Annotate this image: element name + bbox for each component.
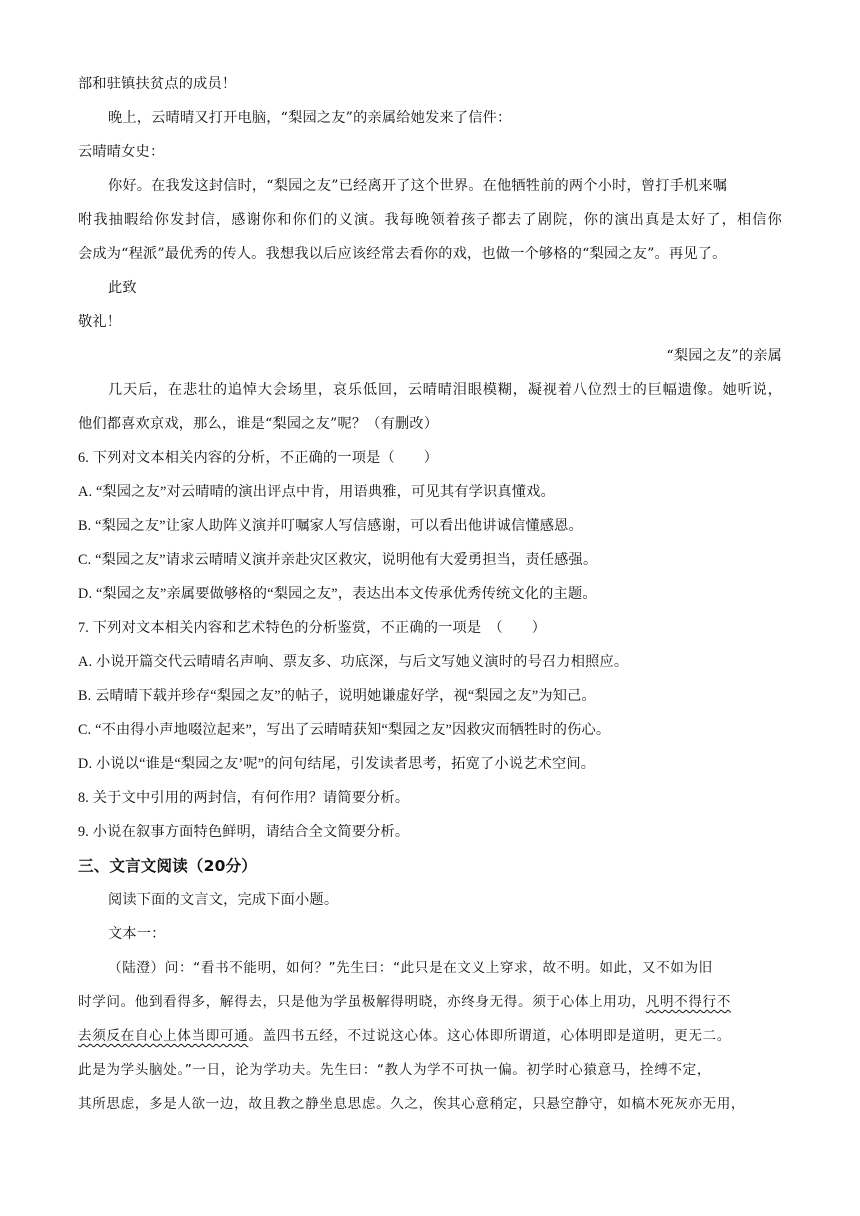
classical-text-fragment: 时学问。他到看得多，解得去，只是他为学虽极解得明晓，亦终身无得。须于心体上用功， — [78, 994, 646, 1010]
underlined-sentence: 凡明不得行不 — [645, 994, 731, 1010]
question-6-option-a: A. “梨园之友”对云晴晴的演出评点中肯，用语典雅，可见其有学识真懂戏。 — [78, 484, 555, 500]
question-7: 7. 下列对文本相关内容和艺术特色的分析鉴赏，不正确的一项是 （ ） — [78, 620, 547, 636]
story-line: 晚上，云晴晴又打开电脑，“梨园之友”的亲属给她发来了信件： — [108, 110, 512, 126]
question-7-option-d: D. 小说以“谁是“梨园之友’呢”的问句结尾，引发读者思考，拓宽了小说艺术空间。 — [78, 756, 596, 772]
question-8: 8. 关于文中引用的两封信，有何作用？请简要分析。 — [78, 790, 410, 806]
question-7-option-b: B. 云晴晴下载并珍存“梨园之友”的帖子，说明她谦虚好学，视“梨园之友”为知己。 — [78, 688, 596, 704]
letter-signature: “梨园之友”的亲属 — [666, 348, 782, 364]
story-line: 几天后，在悲壮的追悼大会场里，哀乐低回，云晴晴泪眼模糊，凝视着八位烈士的巨幅遗像。她听说， — [108, 382, 782, 398]
letter-line: 你好。在我发这封信时，“梨园之友”已经离开了这个世界。在他牺牲前的两个小时，曾打手机来嘱 — [108, 178, 728, 194]
classical-text-line: 此是为学头脑处。”一日，论为学功夫。先生曰：“教人为学不可执一偏。初学时心猿意马，拴缚不定， — [78, 1062, 712, 1078]
classical-text-fragment: 。盖四书五经，不过说这心体。这心体即所谓道，心体明即是道明，更无二。 — [248, 1028, 731, 1044]
section-instruction: 阅读下面的文言文，完成下面小题。 — [108, 892, 339, 908]
letter-line: 会成为“程派”最优秀的传人。我想我以后应该经常去看你的戏，也做一个够格的“梨园之友”。再见了。 — [78, 246, 727, 262]
classical-text-line — [78, 1026, 782, 1046]
question-9: 9. 小说在叙事方面特色鲜明，请结合全文简要分析。 — [78, 824, 410, 840]
underlined-sentence: 去须反在自心上体当即可通 — [78, 1028, 249, 1044]
question-6-option-c: C. “梨园之友”请求云晴晴义演并亲赴灾区救灾，说明他有大爱勇担当，责任感强。 — [78, 552, 598, 568]
question-7-option-a: A. 小说开篇交代云晴晴名声响、票友多、功底深，与后文写她义演时的号召力相照应。 — [78, 654, 629, 670]
story-line: 部和驻镇扶贫点的成员！ — [78, 76, 237, 92]
text-label: 文本一： — [108, 926, 166, 942]
question-6-option-b: B. “梨园之友”让家人助阵义演并叮嘱家人写信感谢，可以看出他讲诚信懂感恩。 — [78, 518, 583, 534]
classical-text-line — [78, 992, 782, 1012]
classical-text-line: 其所思虑，多是人欲一边，故且教之静坐息思虑。久之，俟其心意稍定，只悬空静守，如槁木死灰亦无用， — [78, 1096, 746, 1112]
classical-text-line: （陆澄）问：“看书不能明，如何？”先生曰：“此只是在文义上穿求，故不明。如此，又不如为旧 — [108, 960, 713, 976]
story-line: 他们都喜欢京戏，那么，谁是“梨园之友”呢？（有删改） — [78, 416, 439, 432]
letter-salutation: 云晴晴女史： — [78, 144, 165, 160]
question-6: 6. 下列对文本相关内容的分析，不正确的一项是（ ） — [78, 450, 439, 466]
section-heading: 三、文言文阅读（20分） — [78, 857, 257, 875]
question-6-option-d: D. “梨园之友”亲属要做够格的“梨园之友”，表达出本文传承优秀传统文化的主题。 — [78, 586, 597, 602]
letter-closing: 此致 — [108, 280, 137, 296]
letter-closing: 敬礼！ — [78, 314, 122, 330]
letter-line: 咐我抽暇给你发封信，感谢你和你们的义演。我每晚领着孩子都去了剧院，你的演出真是太好了，相信你 — [78, 212, 782, 228]
question-7-option-c: C. “不由得小声地啜泣起来”，写出了云晴晴获知“梨园之友”因救灾而牺牲时的伤心。 — [78, 722, 611, 738]
